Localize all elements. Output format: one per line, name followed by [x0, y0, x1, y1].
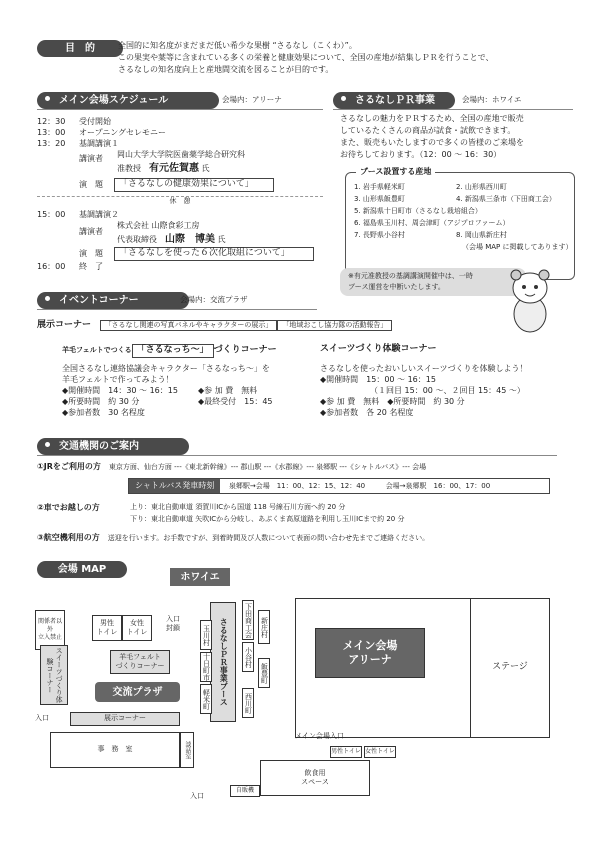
- purpose-heading: 目 的: [37, 40, 123, 57]
- transport-heading: 交通機関のご案内: [37, 438, 189, 455]
- mascot-illustration: [503, 266, 558, 336]
- felt-desc: 全国さるなし連絡協議会キャラクター「さるなっち～」を 羊毛フェルトで作ってみよう！ ◆開催時間 14：30 ～ 16：15 ◆所要時間 約 30 分 ◆参加者数 30 名程度: [62, 364, 270, 417]
- schedule-heading: メイン会場スケジュール: [37, 92, 219, 109]
- shuttle-row: シャトルバス発車時刻 泉郷駅→会場 11：00、12：15、12：40 会場→泉郷駅 16：00、17：00: [128, 478, 550, 494]
- pr-venue: 会場内：ホワイエ: [462, 95, 522, 104]
- stage: ステージ: [470, 598, 550, 738]
- booth-box: ブース設置する産地 1. 岩手県軽米町 2. 山形県西川町 3. 山形県飯豊町 4. 新潟県三条市（下田商工会） 5. 新潟県十日町市（さるなし栽培組合） 6. 福島県玉川村、周会津町（アジプロファーム） 7. 長野県小谷村 8. 岡山県新庄村 （会場 MAP に掲載してあります）: [345, 172, 575, 280]
- pr-text: さるなしの魅力をＰＲするため、全国の産地で販売 しているたくさんの商品が試食・試飲できます。 また、販売もいたしますので多くの皆様のご来場を お待ちしております。（12：00 ～ 16：30）: [340, 114, 524, 159]
- exhibit-row: 展示コーナー 「さるなし関連の写真パネルやキャラクターの展示」 「地域おこし協力隊の活動報告」: [37, 320, 392, 332]
- purpose-line: この果実や葉等に含まれている多くの栄養と健康効果について、全国の産地が結集しＰＲを行うことで、: [118, 53, 494, 62]
- purpose-line: 全国的に知名度がまだまだ低い希少な果樹 “さるなし（こくわ）”。: [118, 41, 357, 50]
- felt-desc2: ◆参 加 費 無料 ◆最終受付 15：45: [198, 386, 273, 406]
- felt-title: 羊毛フェルトでつくる 「さるなっち～」 づくりコーナー: [62, 344, 277, 358]
- event-venue: 会場内：交流プラザ: [180, 295, 248, 304]
- sweets-title: スイーツづくり体験コーナー: [320, 344, 437, 354]
- pr-note: ※有元准教授の基調講演開催中は、一時 ブース運営を中断いたします。: [340, 268, 526, 296]
- venue-map: ホワイエ メイン会場 アリーナ ステージ 関係者以外 立入禁止 男性 トイレ 女性 トイレ 入口 封鎖 スイーツづくり体験コーナー 羊毛フェルト づくりコーナー 交流プラザ 入口 展示コーナー 事 務 室 談話室 さるなしＰＲ事業ブース 玉川村 十日町市 軽米町 下田商工会 小谷村 西川町 新庄村 飯豊町 メイン会場入口 男性トイレ 女性トイレ 飲食用 スペース 自販機 入口: [30, 580, 560, 820]
- foyer-label: ホワイエ: [170, 568, 230, 586]
- sweets-desc: さるなしを使ったおいしいスイーツづくりを体験しよう！ ◆開催時間 15：00 ～ 16：15 （１回目 15：00 ～、２回目 15：45 ～） ◆参 加 費 無料 ◆所要時間 約 30 分 ◆参加者数 各 20 名程度: [320, 364, 528, 417]
- main-hall: メイン会場 アリーナ: [315, 628, 425, 678]
- map-heading: 会場 MAP: [37, 561, 127, 578]
- pr-heading: さるなしＰＲ事業: [333, 92, 455, 109]
- purpose-line: さるなしの知名度向上と産地間交流を図ることが目的です。: [118, 65, 334, 74]
- pr-booth: さるなしＰＲ事業ブース: [210, 602, 236, 722]
- schedule-venue: 会場内：アリーナ: [222, 95, 282, 104]
- purpose-text: [118, 40, 588, 76]
- event-heading: イベントコーナー: [37, 292, 189, 309]
